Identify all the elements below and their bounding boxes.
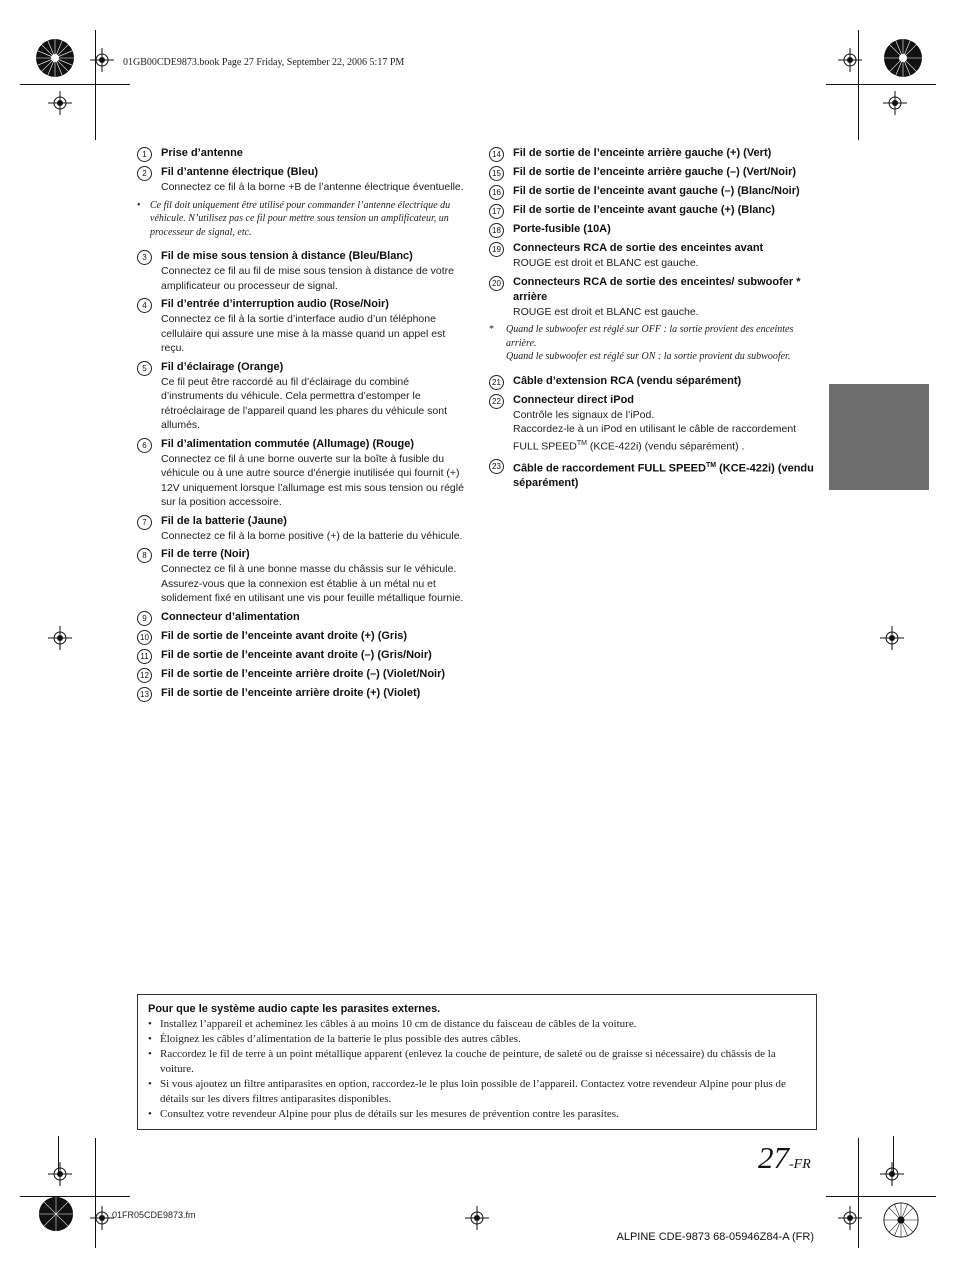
color-calibration-rosette: [38, 1196, 74, 1232]
item-title: Connecteur direct iPod: [513, 393, 635, 406]
tip-box-title: Pour que le système audio capte les parasites externes.: [148, 1003, 441, 1015]
registration-mark: [880, 626, 904, 650]
bullet: •: [148, 1108, 152, 1120]
tip-list: [148, 1017, 806, 1122]
noise-tips-box: [137, 994, 817, 1130]
item-number: 11: [137, 649, 152, 664]
note-line: Quand le subwoofer est réglé sur OFF : la sortie provient des enceintes arrière.: [506, 324, 794, 349]
list-item: [489, 275, 819, 320]
registration-mark: [48, 1162, 72, 1186]
item-number: 2: [137, 166, 152, 181]
title-text: (KCE-422i) (vendu séparément): [513, 462, 814, 490]
list-item: [137, 514, 467, 544]
list-item: [489, 222, 819, 237]
bullet: •: [148, 1078, 152, 1090]
page-language-suffix: -FR: [789, 1157, 811, 1172]
item-number: 10: [137, 630, 152, 645]
note-bullet: •: [137, 199, 141, 211]
item-number: 8: [137, 548, 152, 563]
footer-file-name: 01FR05CDE9873.fm: [112, 1210, 196, 1220]
section-tab: [829, 384, 929, 490]
trademark-mark: TM: [576, 439, 587, 447]
item-number: 17: [489, 204, 504, 219]
item-number: 4: [137, 298, 152, 313]
item-title: Fil de sortie de l’enceinte avant gauche (+) (Blanc): [513, 204, 775, 216]
item-description: Connectez ce fil à la borne +B de l’antenne électrique éventuelle.: [161, 181, 464, 193]
item-description: Connectez ce fil à une bonne masse du châssis sur le véhicule. Assurez-vous que la connexion est établie à un métal nu et solidement fixé en utilisant une vis pour feuille métallique fournie.: [161, 563, 464, 604]
item-number: 13: [137, 687, 152, 702]
list-item: [137, 146, 467, 161]
item-number: 6: [137, 438, 152, 453]
bullet: •: [148, 1018, 152, 1030]
crop-line: [858, 30, 859, 140]
item-number: 20: [489, 276, 504, 291]
list-item: [137, 165, 467, 195]
list-item: [137, 648, 467, 663]
item-description: ROUGE est droit et BLANC est gauche.: [513, 305, 699, 318]
list-item: [137, 297, 467, 356]
tip-item: [148, 1032, 806, 1047]
list-item: [489, 374, 819, 389]
footer-model-code: ALPINE CDE-9873 68-05946Z84-A (FR): [616, 1231, 814, 1243]
item-title: Fil de sortie de l’enceinte arrière gauche (+) (Vert): [513, 147, 772, 159]
item-title: Fil d’antenne électrique (Bleu): [161, 166, 319, 178]
note: [137, 199, 467, 240]
registration-mark: [90, 1206, 114, 1230]
list-item: [137, 547, 467, 606]
item-description: Connectez ce fil à une borne ouverte sur la boîte à fusible du véhicule ou à une autre source d’énergie inutilisée qui fournit (+) 12V uniquement lorsque l’allumage est mis sous tension ou réglé sur la position accessoire.: [161, 452, 464, 508]
item-title: Porte-fusible (10A): [513, 223, 611, 235]
tip-text: Raccordez le fil de terre à un point métallique apparent (enlevez la couche de peinture, de saleté ou de graisse si nécessaire) du châssis de la voiture.: [160, 1048, 776, 1075]
item-title: Connecteurs RCA de sortie des enceintes/ subwoofer * arrière: [513, 275, 801, 303]
color-calibration-rosette: [883, 38, 923, 78]
item-number: 19: [489, 242, 504, 257]
list-item: [137, 629, 467, 644]
crop-line: [20, 84, 130, 85]
note-line: Quand le subwoofer est réglé sur ON : la sortie provient du subwoofer.: [506, 351, 791, 362]
item-title: Fil d’alimentation commutée (Allumage) (Rouge): [161, 437, 415, 450]
tip-item: [148, 1077, 806, 1107]
registration-mark: [48, 91, 72, 115]
page-number: [758, 1140, 811, 1176]
item-description: Ce fil peut être raccordé au fil d’éclairage du combiné d’instruments du véhicule. Cela permettra d’estomper le rétroéclairage de l’appareil quand les phares du véhicule sont allumés.: [161, 375, 448, 431]
note-asterisk: *: [489, 324, 494, 335]
list-item: [137, 437, 467, 510]
item-number: 23: [489, 459, 504, 474]
item-title: Connecteurs RCA de sortie des enceintes avant: [513, 242, 764, 254]
item-title: Fil de terre (Noir): [161, 548, 250, 560]
item-title: Fil d’éclairage (Orange): [161, 360, 284, 373]
item-number: 15: [489, 166, 504, 181]
registration-mark: [883, 91, 907, 115]
color-calibration-rosette: [35, 38, 75, 78]
item-description: ROUGE est droit et BLANC est gauche.: [513, 257, 699, 269]
list-item: [489, 241, 819, 271]
list-item: [137, 249, 467, 293]
list-item: [137, 667, 467, 682]
item-title: [513, 458, 819, 492]
item-description: [513, 422, 819, 454]
tip-text: Éloignez les câbles d’alimentation de la batterie le plus possible des autres câbles.: [160, 1033, 521, 1045]
item-number: 21: [489, 375, 504, 390]
item-title: Fil de sortie de l’enceinte avant gauche (–) (Blanc/Noir): [513, 185, 800, 197]
note-text: Ce fil doit uniquement être utilisé pour commander l’antenne électrique du véhicule. N’utilisez pas ce fil pour mettre sous tension un amplificateur, un processeur de signal, etc.: [150, 199, 451, 238]
tip-text: Consultez votre revendeur Alpine pour plus de détails sur les mesures de prévention contre les parasites.: [160, 1108, 619, 1120]
tip-item: [148, 1017, 806, 1032]
crop-line: [95, 30, 96, 140]
item-description: Contrôle les signaux de l’iPod.: [513, 408, 655, 421]
registration-mark: [48, 626, 72, 650]
item-description: Connectez ce fil à la borne positive (+) de la batterie du véhicule.: [161, 529, 463, 542]
registration-mark: [90, 48, 114, 72]
left-column: [137, 146, 467, 705]
crop-line: [826, 84, 936, 85]
bullet: •: [148, 1033, 152, 1045]
list-item: [489, 184, 819, 199]
item-number: 7: [137, 515, 152, 530]
item-number: 1: [137, 147, 152, 162]
item-title: Connecteur d’alimentation: [161, 610, 300, 623]
title-text: Câble de raccordement FULL SPEED: [513, 462, 706, 475]
bullet: •: [148, 1048, 152, 1060]
tip-text: Si vous ajoutez un filtre antiparasites en option, raccordez-le le plus loin possible de l’appareil. Contactez votre revendeur Alpine pour plus de détails sur les divers filtres antiparasites disponibles.: [160, 1078, 786, 1105]
subwoofer-note: [489, 323, 819, 364]
item-title: Câble d’extension RCA (vendu séparément): [513, 374, 742, 387]
item-title: Fil de mise sous tension à distance (Bleu/Blanc): [161, 250, 413, 262]
list-item: [489, 458, 819, 492]
item-title: Fil de sortie de l’enceinte arrière gauche (–) (Vert/Noir): [513, 166, 797, 178]
tip-text: Installez l’appareil et acheminez les câbles à au moins 10 cm de distance du faisceau de câbles de la voiture.: [160, 1018, 637, 1030]
item-number: 5: [137, 361, 152, 376]
crop-line: [893, 1136, 894, 1176]
list-item: [489, 146, 819, 161]
item-title: Fil de la batterie (Jaune): [161, 514, 287, 527]
list-item: [489, 203, 819, 218]
list-item: [489, 393, 819, 454]
tip-item: [148, 1047, 806, 1077]
trademark-mark: TM: [705, 461, 717, 469]
item-description: Connectez ce fil au fil de mise sous tension à distance de votre amplificateur ou processeur de signal.: [161, 265, 454, 292]
item-number: 18: [489, 223, 504, 238]
item-number: 3: [137, 250, 152, 265]
registration-mark: [465, 1206, 489, 1230]
item-title: Fil de sortie de l’enceinte arrière droite (–) (Violet/Noir): [161, 667, 446, 680]
item-number: 9: [137, 611, 152, 626]
item-title: Fil de sortie de l’enceinte arrière droite (+) (Violet): [161, 686, 421, 699]
item-number: 16: [489, 185, 504, 200]
color-calibration-rosette: [883, 1202, 919, 1238]
list-item: [137, 686, 467, 701]
crop-line: [58, 1136, 59, 1176]
item-title: Fil de sortie de l’enceinte avant droite (+) (Gris): [161, 629, 408, 642]
list-item: [137, 610, 467, 625]
item-number: 14: [489, 147, 504, 162]
page-number-value: 27: [758, 1140, 789, 1175]
desc-text: (KCE-422i) (vendu séparément) .: [586, 440, 745, 452]
item-title: Prise d’antenne: [161, 147, 243, 159]
crop-line: [826, 1196, 936, 1197]
tip-item: [148, 1107, 806, 1122]
item-title: Fil d’entrée d’interruption audio (Rose/Noir): [161, 298, 389, 310]
crop-line: [20, 1196, 130, 1197]
print-header-info: 01GB00CDE9873.book Page 27 Friday, September 22, 2006 5:17 PM: [123, 57, 405, 68]
right-column: [489, 146, 819, 495]
list-item: [489, 165, 819, 180]
list-item: [137, 360, 467, 433]
item-number: 12: [137, 668, 152, 683]
item-number: 22: [489, 394, 504, 409]
crop-line: [858, 1138, 859, 1248]
item-description: Connectez ce fil à la sortie d’interface audio d’un téléphone cellulaire qui assure une mise à la masse quand un appel est reçu.: [161, 313, 446, 354]
desc-text: Raccordez-le à un iPod en utilisant le câble de raccordement FULL SPEED: [513, 423, 797, 452]
registration-mark: [880, 1162, 904, 1186]
crop-line: [95, 1138, 96, 1248]
item-title: Fil de sortie de l’enceinte avant droite (–) (Gris/Noir): [161, 648, 432, 661]
